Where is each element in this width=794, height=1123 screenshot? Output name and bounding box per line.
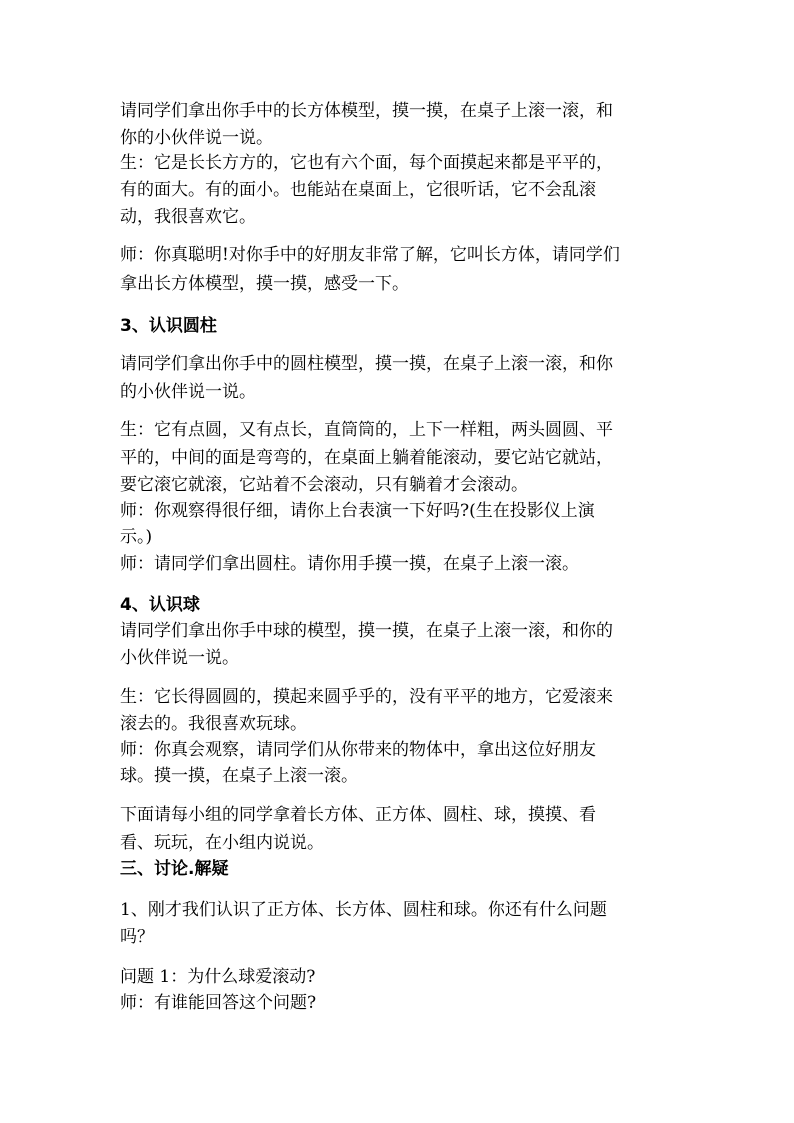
text-line: 吗？	[120, 927, 154, 947]
text-line: 请同学们拿出你手中球的模型，摸一摸，在桌子上滚一滚，和你的	[120, 621, 613, 641]
text-line: 动，我很喜欢它。	[120, 207, 256, 227]
text-line: 问题 1：为什么球爱滚动?	[120, 967, 316, 987]
section-heading: 4、认识球	[120, 595, 200, 615]
text-line: 你的小伙伴说一说。	[120, 128, 273, 148]
text-line: 师：请同学们拿出圆柱。请你用手摸一摸，在桌子上滚一滚。	[120, 554, 579, 574]
text-line: 小伙伴说一说。	[120, 648, 239, 668]
text-line: 滚去的。我很喜欢玩球。	[120, 714, 307, 734]
text-line: 下面请每小组的同学拿着长方体、正方体、圆柱、球，摸摸、看	[120, 805, 596, 825]
section-heading: 3、认识圆柱	[120, 316, 217, 336]
text-line: 看、玩玩，在小组内说说。	[120, 833, 324, 853]
text-line: 师：你观察得很仔细，请你上台表演一下好吗?(生在投影仪上演	[120, 501, 595, 521]
text-line: 要它滚它就滚，它站着不会滚动，只有躺着才会滚动。	[120, 475, 528, 495]
text-line: 1、刚才我们认识了正方体、长方体、圆柱和球。你还有什么问题	[120, 900, 607, 920]
text-line: 平的，中间的面是弯弯的，在桌面上躺着能滚动，要它站它就站，	[120, 448, 613, 468]
text-line: 有的面大。有的面小。也能站在桌面上，它很听话，它不会乱滚	[120, 180, 596, 200]
text-line: 师：你真聪明!对你手中的好朋友非常了解，它叫长方体，请同学们	[120, 245, 620, 265]
text-line: 的小伙伴说一说。	[120, 382, 256, 402]
text-line: 示。)	[120, 527, 153, 547]
text-line: 请同学们拿出你手中的长方体模型，摸一摸，在桌子上滚一滚，和	[120, 101, 613, 121]
text-line: 生：它有点圆，又有点长，直筒筒的，上下一样粗，两头圆圆、平	[120, 420, 613, 440]
text-line: 师：有谁能回答这个问题?	[120, 993, 317, 1013]
text-line: 请同学们拿出你手中的圆柱模型，摸一摸，在桌子上滚一滚，和你	[120, 354, 613, 374]
text-line: 拿出长方体模型，摸一摸，感受一下。	[120, 274, 409, 294]
text-line: 师：你真会观察，请同学们从你带来的物体中，拿出这位好朋友	[120, 740, 596, 760]
text-line: 球。摸一摸，在桌子上滚一滚。	[120, 766, 358, 786]
text-line: 生：它是长长方方的，它也有六个面，每个面摸起来都是平平的，	[120, 153, 613, 173]
text-line: 生：它长得圆圆的，摸起来圆乎乎的，没有平平的地方，它爱滚来	[120, 687, 613, 707]
section-heading: 三、讨论.解疑	[120, 859, 229, 879]
